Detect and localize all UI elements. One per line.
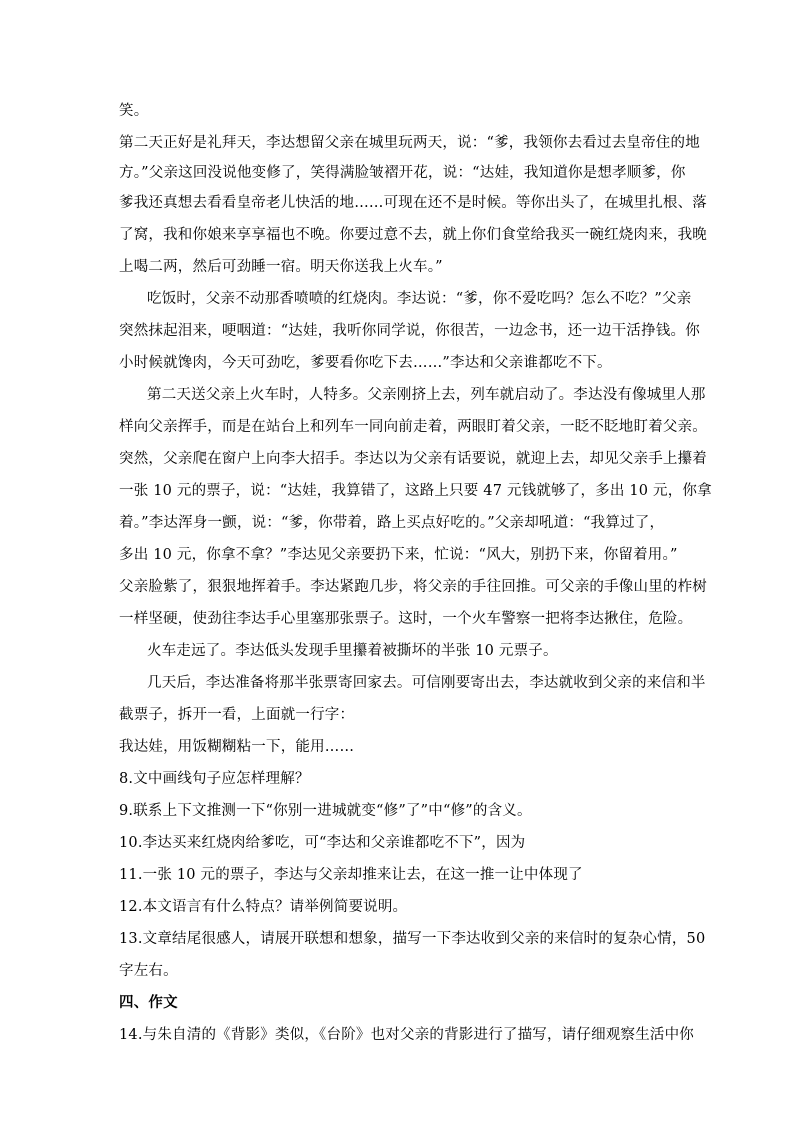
text-line: 多出 10 元，你拿不拿？”李达见父亲要扔下来，忙说：“风大，别扔下来，你留着用。” (119, 547, 678, 563)
question-12: 12.本文语言有什么特点？请举例简要说明。 (119, 899, 408, 915)
text-line: 上喝二两，然后可劲睡一宿。明天你送我上火车。” (119, 259, 443, 275)
question-8: 8.文中画线句子应怎样理解？ (119, 771, 310, 787)
text-line: 爹我还真想去看看皇帝老儿快活的地……可现在还不是时候。等你出头了，在城里扎根、落 (119, 195, 707, 211)
text-line: 着。”李达浑身一颤，说：“爹，你带着，路上买点好吃的。”父亲却吼道：“我算过了， (119, 515, 665, 531)
text-line: 方。”父亲这回没说他变修了，笑得满脸皱褶开花，说：“达娃，我知道你是想孝顺爹，你 (119, 165, 686, 181)
text-line: 突然，父亲爬在窗户上向李大招手。李达以为父亲有话要说，就迎上去，却见父亲手上攥着 (119, 451, 707, 467)
text-line: 了窝，我和你娘来享享福也不晚。你要过意不去，就上你们食堂给我买一碗红烧肉来，我晚 (119, 227, 707, 243)
text-line: 笑。 (119, 103, 149, 119)
text-line: 第二天送父亲上火车时，人特多。父亲刚挤上去，列车就启动了。李达没有像城里人那 (147, 387, 706, 403)
text-line: 火车走远了。李达低头发现手里攥着被撕坏的半张 10 元票子。 (147, 643, 558, 659)
text-line: 我达娃，用饭糊糊粘一下，能用…… (119, 739, 355, 755)
text-line: 第二天正好是礼拜天，李达想留父亲在城里玩两天，说：“爹，我领你去看过去皇帝住的地 (119, 135, 700, 151)
text-line: 一样坚硬，使劲往李达手心里塞那张票子。这时，一个火车警察一把将李达揪住，危险。 (119, 611, 693, 627)
text-line: 父亲脸紫了，狠狠地挥着手。李达紧跑几步，将父亲的手往回推。可父亲的手像山里的柞树 (119, 579, 707, 595)
section-heading: 四、作文 (119, 994, 178, 1011)
question-9: 9.联系上下文推测一下“你别一进城就变“修”了”中“修”的含义。 (119, 803, 532, 819)
text-line: 截票子，拆开一看，上面就一行字： (119, 707, 355, 723)
question-11: 11.一张 10 元的票子，李达与父亲却推来让去，在这一推一让中体现了 (119, 867, 583, 883)
text-line: 小时候就馋肉，今天可劲吃，爹要看你吃下去……”李达和父亲谁都吃不下。 (119, 355, 612, 371)
text-line: 几天后，李达准备将那半张票寄回家去。可信刚要寄出去，李达就收到父亲的来信和半 (147, 675, 706, 691)
text-line: 样向父亲挥手，而是在站台上和列车一同向前走着，两眼盯着父亲，一眨不眨地盯着父亲。 (119, 419, 707, 435)
text-line: 突然抹起泪来，哽咽道：“达娃，我听你同学说，你很苦，一边念书，还一边干活挣钱。你 (119, 323, 700, 339)
question-14: 14.与朱自清的《背影》类似，《台阶》也对父亲的背影进行了描写，请仔细观察生活中你 (119, 1027, 695, 1043)
question-13-continued: 字左右。 (119, 963, 178, 979)
text-line: 吃饭时，父亲不动那香喷喷的红烧肉。李达说：“爹，你不爱吃吗？怎么不吃？”父亲 (147, 291, 692, 307)
question-10: 10.李达买来红烧肉给爹吃，可“李达和父亲谁都吃不下”，因为 (119, 835, 526, 851)
text-line: 一张 10 元的票子，说：“达娃，我算错了，这路上只要 47 元钱就够了，多出 10 元，你拿 (119, 483, 712, 499)
question-13: 13.文章结尾很感人，请展开联想和想象，描写一下李达收到父亲的来信时的复杂心情，50 (119, 931, 706, 947)
